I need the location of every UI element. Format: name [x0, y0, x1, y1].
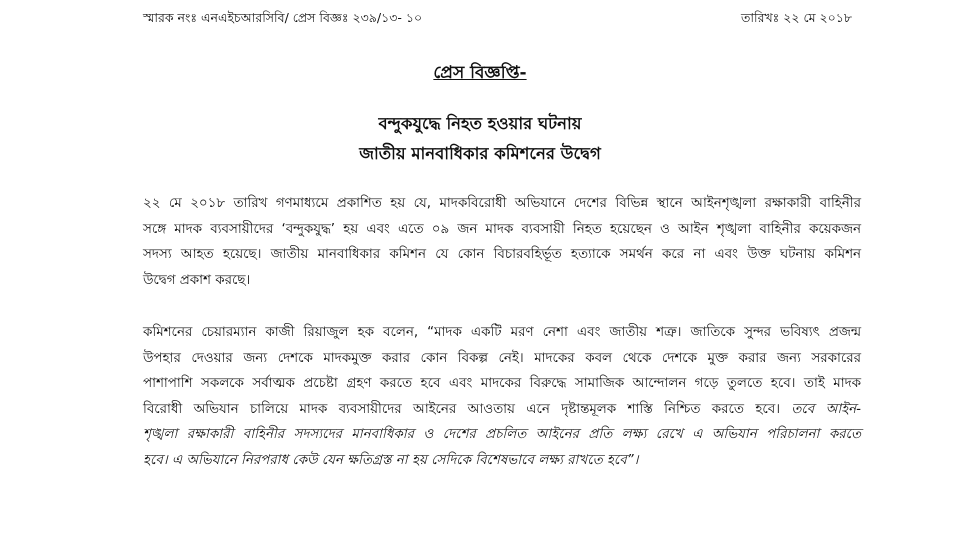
paragraph-line: সদস্য আহত হয়েছে। জাতীয় মানবাধিকার কমিশন যে কোন বিচারবহির্ভূত হত্যাকে সমর্থন করে না এবং উক্ত ঘটনায় কমিশন: [143, 247, 861, 262]
paragraph-line: উপহার দেওয়ার জন্য দেশকে মাদকমুক্ত করার কোন বিকল্প নেই। মাদকের কবল থেকে দেশকে মুক্ত করার জন্য সরকারের: [143, 350, 861, 366]
paragraph-line-mixed: [143, 397, 861, 423]
subtitle-line-1: বন্দুকযুদ্ধে নিহত হওয়ার ঘটনায়: [378, 114, 582, 133]
paragraph-text: বিরোধী অভিযান চালিয়ে মাদক ব্যবসায়ীদের আইনের আওতায় এনে দৃষ্টান্তমূলক শাস্তি নিশ্চিত করতে হবে।: [143, 401, 792, 417]
paragraph-line: উদ্বেগ প্রকাশ করছে।: [143, 272, 251, 288]
paragraph-1: [143, 191, 861, 293]
italic-quote-line: হবে। এ অভিযানে নিরপরাধ কেউ যেন ক্ষতিগ্রস্ত না হয় সেদিকে বিশেষভাবে লক্ষ্য রাখতে হবে”।: [143, 452, 639, 468]
memo-number: স্মারক নংঃ এনএইচআরসিবি/ প্রেস বিজ্ঞঃ ২৩৯/১৩- ১০: [143, 10, 423, 25]
document-date: তারিখঃ ২২ মে ২০১৮: [741, 10, 852, 25]
italic-quote-text: তবে আইন-: [791, 401, 861, 417]
italic-quote-line: শৃঙ্খলা রক্ষাকারী বাহিনীর সদস্যদের মানবাধিকার ও দেশের প্রচলিত আইনের প্রতি লক্ষ্য রেখে এ অভিযান পরিচালনা করতে: [143, 427, 861, 442]
subtitle-line-2: জাতীয় মানবাধিকার কমিশনের উদ্বেগ: [359, 144, 601, 163]
paragraph-2: [143, 320, 861, 473]
paragraph-line: কমিশনের চেয়ারম্যান কাজী রিয়াজুল হক বলেন, “মাদক একটি মরণ নেশা এবং জাতীয় শত্রু। জাতিকে সুন্দর ভবিষ্যৎ প্রজন্ম: [143, 325, 861, 340]
press-release-title: [0, 60, 960, 88]
paragraph-line: পাশাপাশি সকলকে সর্বাত্মক প্রচেষ্টা গ্রহণ করতে হবে এবং মাদকের বিরুদ্ধে সামাজিক আন্দোলন গড়ে তুলতে হবে। তাই মাদক: [143, 376, 861, 391]
paragraph-line: ২২ মে ২০১৮ তারিখ গণমাধ্যমে প্রকাশিত হয় যে, মাদকবিরোধী অভিযানে দেশের বিভিন্ন স্থানে আইনশৃঙ্খলা রক্ষাকারী বাহিনীর: [143, 196, 861, 211]
press-release-title-text: প্রেস বিজ্ঞপ্তি-: [433, 63, 527, 83]
paragraph-line: সঙ্গে মাদক ব্যবসায়ীদের ‘বন্দুকযুদ্ধ’ হয় এবং এতে ০৯ জন মাদক ব্যবসায়ী নিহত হয়েছেন ও আইন শৃঙ্খলা বাহিনীর কয়েকজন: [143, 221, 861, 237]
